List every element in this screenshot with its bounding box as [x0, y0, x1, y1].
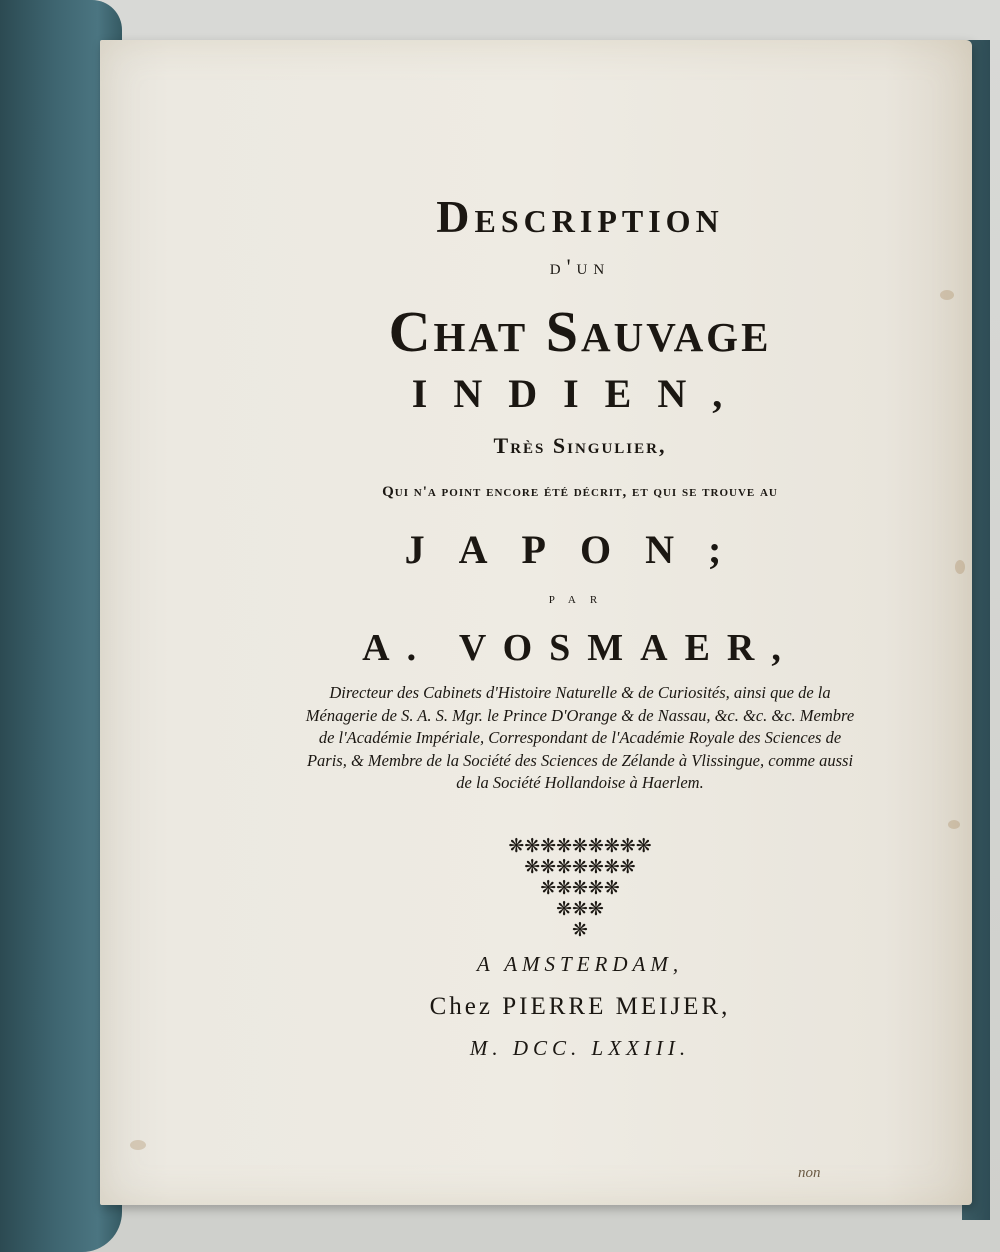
- title-japon: JAPON;: [404, 527, 756, 572]
- ornament-row: ❋❋❋: [556, 899, 604, 920]
- title-tres-singulier: Très Singulier,: [493, 433, 667, 458]
- ornament-row: ❋❋❋❋❋: [540, 878, 620, 899]
- title-qui-na-point: Qui n'a point encore été décrit, et qui se trouve au: [382, 484, 778, 500]
- title-dun: d'un: [549, 254, 611, 279]
- foxing-spot: [130, 1140, 146, 1150]
- imprint-city: A AMSTERDAM,: [476, 952, 684, 976]
- title-indien: INDIEN,: [411, 371, 749, 416]
- printers-ornament: [480, 836, 680, 941]
- author-name: A. VOSMAER,: [362, 627, 798, 669]
- pencil-annotation: non: [798, 1165, 821, 1181]
- title-page: [100, 40, 972, 1205]
- ornament-row: ❋❋❋❋❋❋❋❋❋: [508, 836, 652, 857]
- ornament-row: ❋: [572, 920, 588, 941]
- ornament-row: ❋❋❋❋❋❋❋: [524, 857, 636, 878]
- title-description: Description: [436, 191, 724, 242]
- by-label: par: [548, 590, 612, 607]
- author-credentials: Directeur des Cabinets d'Histoire Naturelle & de Curiosités, ainsi que de la Ménagerie de S. A. S. Mgr. le Prince D'Orange & de Nassau, &c. &c. &c. Membre de l'Académie Impériale, Correspondant de l'Académie Royale des Sciences de Paris, & Membre de la Société des Sciences de Zélande à Vlissingue, comme aussi de la Société Hollandoise à Haerlem.: [305, 683, 855, 792]
- foxing-spot: [948, 820, 960, 829]
- imprint-printer: Chez PIERRE MEIJER,: [429, 993, 731, 1020]
- title-chat-sauvage: Chat Sauvage: [388, 299, 772, 364]
- imprint-year: M. DCC. LXXIII.: [469, 1036, 691, 1060]
